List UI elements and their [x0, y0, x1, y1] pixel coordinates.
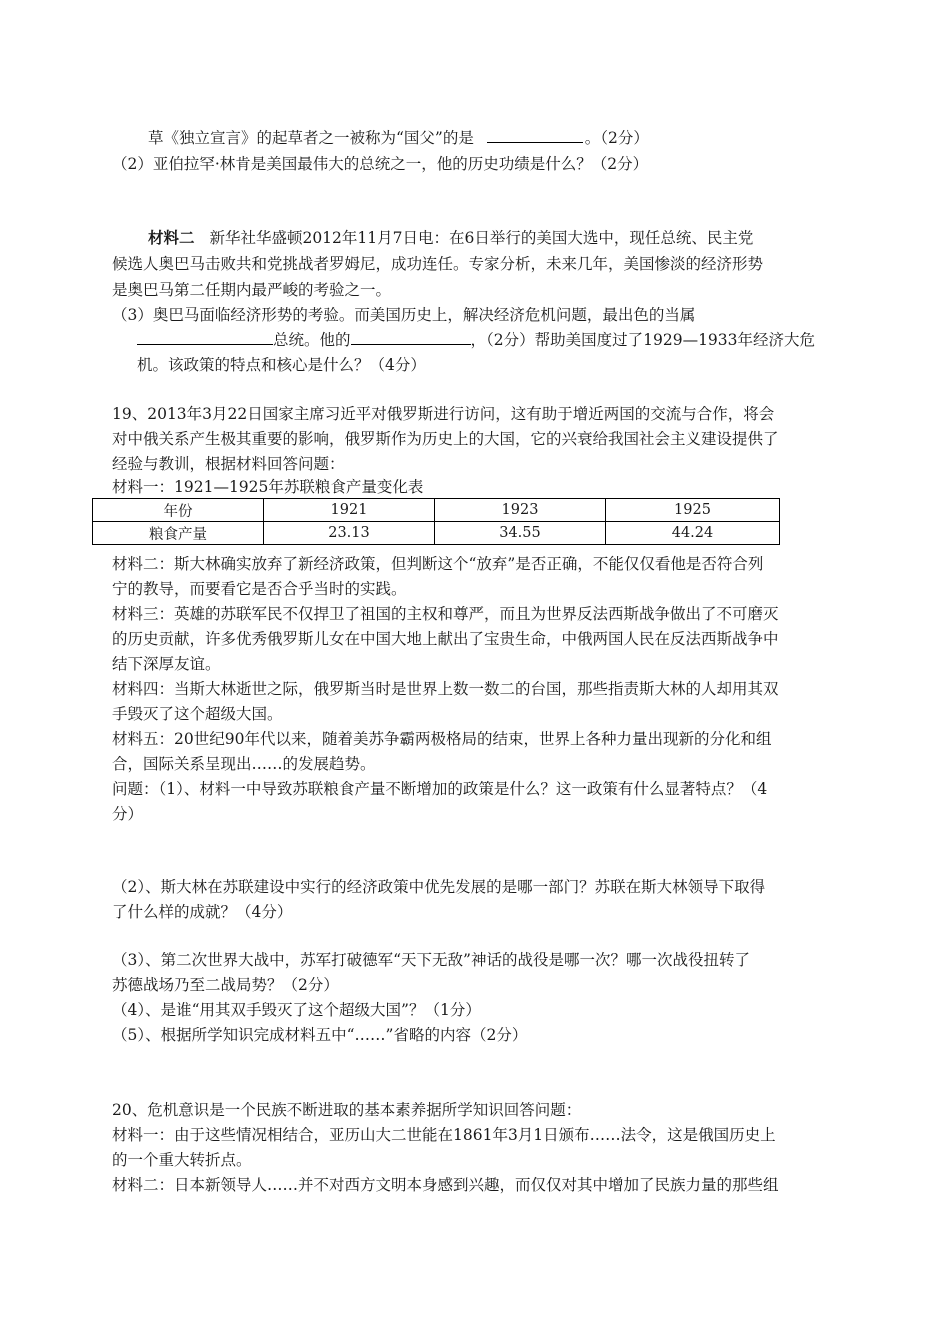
q18-question-3-line-1: （3）奥巴马面临经济形势的考验。而美国历史上，解决经济危机问题，最出色的当属 — [112, 306, 696, 324]
answer-blank[interactable] — [351, 330, 471, 345]
table-cell: 44.24 — [606, 522, 780, 545]
q20-material-2-line-1: 材料二：日本新领导人……并不对西方文明本身感到兴趣，而仅仅对其中增加了民族力量的那些组 — [112, 1176, 779, 1194]
table-cell: 粮食产量 — [93, 522, 264, 545]
q19-question-2-line-1: （2）、斯大林在苏联建设中实行的经济政策中优先发展的是哪一部门？苏联在斯大林领导下取得 — [112, 878, 766, 896]
q19-material-5-line-1: 材料五：20世纪90年代以来，随着美苏争霸两极格局的结束，世界上各种力量出现新的分化和组 — [112, 730, 772, 748]
answer-blank[interactable] — [487, 128, 583, 143]
q19-material-1: 材料一：1921—1925年苏联粮食产量变化表 — [112, 478, 424, 496]
table-header-cell: 1925 — [606, 499, 780, 522]
q19-question-1-line-2: 分） — [112, 805, 144, 823]
q18-question-2: （2）亚伯拉罕·林肯是美国最伟大的总统之一，他的历史功绩是什么？（2分） — [112, 155, 649, 173]
table-header-cell: 1921 — [264, 499, 435, 522]
q19-material-3-line-2: 的历史贡献，许多优秀俄罗斯儿女在中国大地上献出了宝贵生命，中俄两国人民在反法西斯战争中 — [112, 630, 779, 648]
q19-intro-line-1: 19、2013年3月22日国家主席习近平对俄罗斯进行访问，这有助于增近两国的交流与合作，将会 — [112, 405, 775, 423]
q19-question-2-line-2: 了什么样的成就？（4分） — [112, 903, 293, 921]
q19-material-4-line-2: 手毁灭了这个超级大国。 — [112, 705, 283, 723]
q18-material-2-line-1: 材料二 新华社华盛顿2012年11月7日电：在6日举行的美国大选中，现任总统、民主党 — [148, 228, 754, 247]
table-cell: 34.55 — [435, 522, 606, 545]
q19-question-5: （5）、根据所学知识完成材料五中“……”省略的内容（2分） — [112, 1026, 528, 1044]
table-row — [93, 499, 780, 522]
answer-blank[interactable] — [137, 330, 273, 345]
q19-material-3-line-1: 材料三：英雄的苏联军民不仅捍卫了祖国的主权和尊严，而且为世界反法西斯战争做出了不可磨灭 — [112, 605, 779, 623]
table-cell: 23.13 — [264, 522, 435, 545]
q19-material-2-line-1: 材料二：斯大林确实放弃了新经济政策，但判断这个“放弃”是否正确，不能仅仅看他是否符合列 — [112, 555, 764, 573]
q20-material-1-line-1: 材料一：由于这些情况相结合，亚历山大二世能在1861年3月1日颁布……法令，这是俄国历史上 — [112, 1126, 776, 1144]
q19-material-4-line-1: 材料四：当斯大林逝世之际，俄罗斯当时是世界上数一数二的台国，那些指责斯大林的人却用其双 — [112, 680, 779, 698]
table-header-cell: 1923 — [435, 499, 606, 522]
grain-production-table — [92, 498, 780, 545]
q19-intro-line-2: 对中俄关系产生极其重要的影响，俄罗斯作为历史上的大国，它的兴衰给我国社会主义建设提供了 — [112, 430, 779, 448]
q18-question-3-line-3: 机。该政策的特点和核心是什么？（4分） — [137, 356, 426, 374]
q19-question-3-line-1: （3）、第二次世界大战中，苏军打破德军“天下无敌”神话的战役是哪一次？哪一次战役扭转了 — [112, 951, 750, 969]
q19-material-5-line-2: 合，国际关系呈现出……的发展趋势。 — [112, 755, 376, 773]
q20-intro: 20、危机意识是一个民族不断进取的基本素养据所学知识回答问题： — [112, 1101, 582, 1119]
table-header-cell: 年份 — [93, 499, 264, 522]
q19-material-3-line-3: 结下深厚友谊。 — [112, 655, 221, 673]
q19-question-3-line-2: 苏德战场乃至二战局势？（2分） — [112, 976, 339, 994]
q18-question-3-line-2: 总统。他的 ，（2分）帮助美国度过了1929—1933年经济大危 — [137, 330, 815, 350]
q18-material-2-line-3: 是奥巴马第二任期内最严峻的考验之一。 — [112, 281, 392, 299]
q19-question-4: （4）、是谁“用其双手毁灭了这个超级大国”？（1分） — [112, 1001, 481, 1019]
table-row — [93, 522, 780, 545]
q18-line-1: 草《独立宣言》的起草者之一被称为“国父”的是 。（2分） — [148, 129, 649, 147]
q19-intro-line-3: 经验与教训，根据材料回答问题： — [112, 455, 345, 473]
q18-material-2-line-2: 候选人奥巴马击败共和党挑战者罗姆尼，成功连任。专家分析，未来几年，美国惨淡的经济形势 — [112, 255, 764, 273]
material-label: 材料二 — [148, 228, 195, 247]
q20-material-1-line-2: 的一个重大转折点。 — [112, 1151, 252, 1169]
q19-question-1-line-1: 问题：（1）、材料一中导致苏联粮食产量不断增加的政策是什么？这一政策有什么显著特点？（4 — [112, 780, 768, 798]
q19-material-2-line-2: 宁的教导，而要看它是否合乎当时的实践。 — [112, 580, 407, 598]
